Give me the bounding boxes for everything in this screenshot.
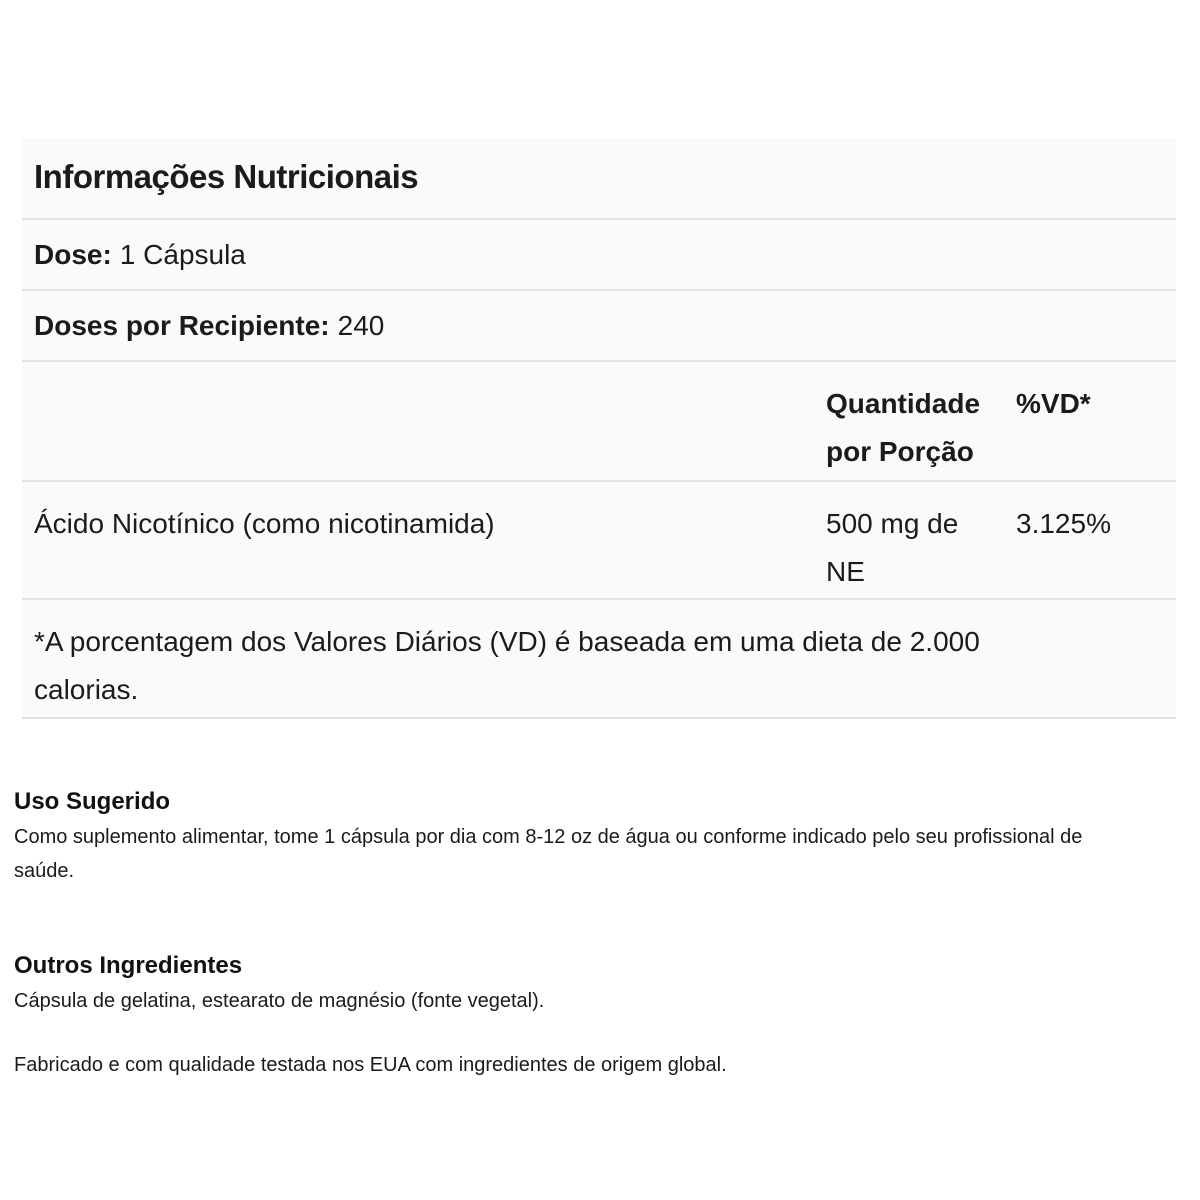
footnote-line2: calorias. xyxy=(34,674,139,705)
nutrient-dv: 3.125% xyxy=(1016,508,1111,539)
nutrient-name: Ácido Nicotínico (como nicotinamida) xyxy=(34,508,495,539)
facts-title-row xyxy=(22,138,1176,220)
suggested-use-line2: saúde. xyxy=(14,860,75,882)
header-dv: %VD* xyxy=(1016,388,1091,419)
nutrition-facts-table xyxy=(22,138,1176,719)
table-row xyxy=(22,482,1176,600)
manufacturing-text: Fabricado e com qualidade testada nos EUA com ingredientes de origem global. xyxy=(14,1054,727,1076)
facts-title: Informações Nutricionais xyxy=(34,158,419,195)
footnote xyxy=(22,600,1176,719)
other-ingredients-text: Cápsula de gelatina, estearato de magnésio (fonte vegetal). xyxy=(14,990,545,1012)
suggested-use-section xyxy=(14,788,1184,888)
other-ingredients-heading: Outros Ingredientes xyxy=(14,952,243,979)
nutrient-amount-cell xyxy=(826,500,1016,587)
servings-value: 240 xyxy=(337,309,385,341)
other-ingredients-section xyxy=(14,952,1184,1018)
dose-label: Dose: xyxy=(34,238,112,270)
suggested-use-heading: Uso Sugerido xyxy=(14,788,171,815)
servings-label: Doses por Recipiente: xyxy=(34,309,330,341)
dose-value: 1 Cápsula xyxy=(119,238,246,270)
servings-row xyxy=(22,291,1176,362)
table-header-row xyxy=(22,362,1176,482)
header-amount-cell xyxy=(826,380,1016,466)
nutrient-amount-line2: NE xyxy=(826,556,865,587)
nutrient-amount-line1: 500 mg de xyxy=(826,508,959,539)
footnote-line1: *A porcentagem dos Valores Diários (VD) é baseada em uma dieta de 2.000 xyxy=(34,626,980,657)
header-amount-line1: Quantidade xyxy=(826,388,981,419)
manufacturing-note xyxy=(14,1048,1184,1082)
header-nutrient-cell xyxy=(34,380,826,466)
suggested-use-line1: Como suplemento alimentar, tome 1 cápsula por dia com 8-12 oz de água ou conforme indicado pelo seu profissional de xyxy=(14,826,1083,848)
dose-row xyxy=(22,220,1176,291)
header-amount-line2: por Porção xyxy=(826,436,974,467)
